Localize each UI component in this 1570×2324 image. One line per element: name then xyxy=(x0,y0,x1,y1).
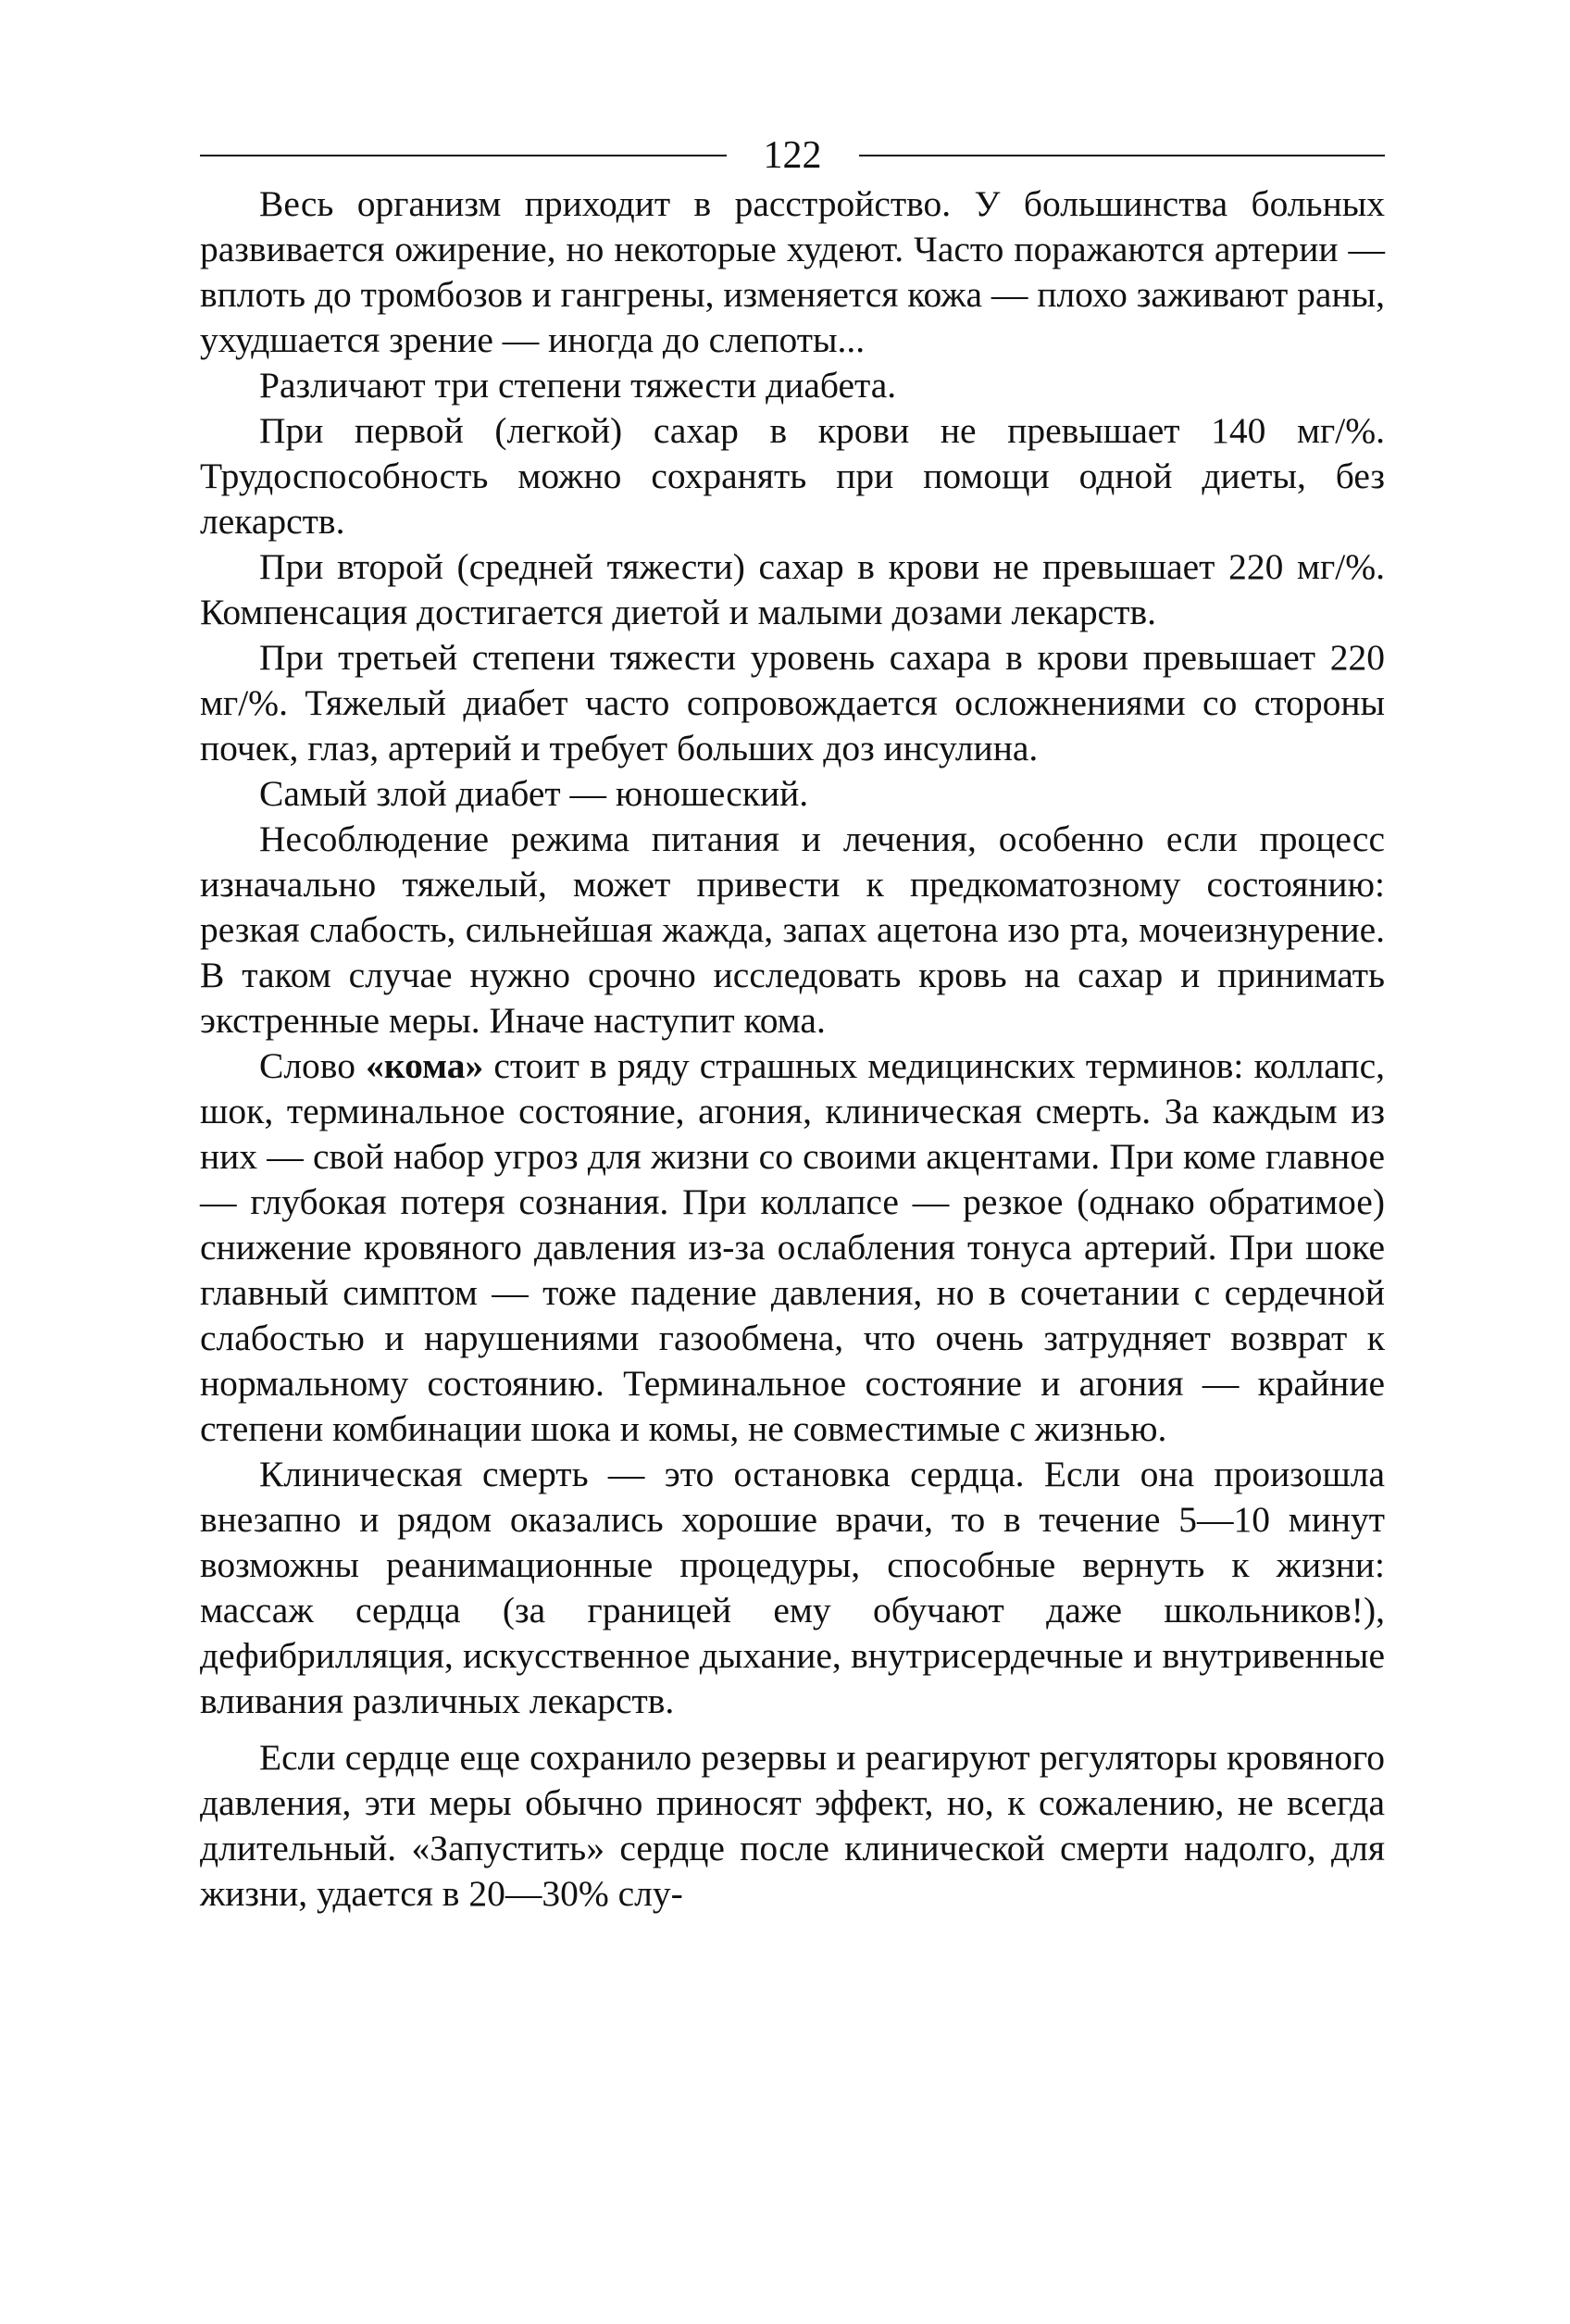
header-rule-right xyxy=(859,155,1386,156)
paragraph: Несоблюдение режима питания и лечения, особенно если процесс изначально тяжелый, может привести к предкоматозному состоянию: резкая слабость, сильнейшая жажда, запах ацетона изо рта, мочеизнурение. В таком случае нужно срочно исследовать кровь на сахар и принимать экстренные меры. Иначе наступит кома. xyxy=(200,818,1385,1041)
paragraph: Самый злой диабет — юношеский. xyxy=(259,773,809,814)
paragraph: Клиническая смерть — это остановка сердца. Если она произошла внезапно и рядом оказались хорошие врачи, то в течение 5—10 минут возможны реанимационные процедуры, способные вернуть к жизни: массаж сердца (за границей ему обучают даже школьников!), дефибрилляция, искусственное дыхание, внутрисердечные и внутривенные вливания различных лекарств. xyxy=(200,1454,1385,1721)
paragraph: При второй (средней тяжести) сахар в крови не превышает 220 мг/%. Компенсация достигается диетой и малыми дозами лекарств. xyxy=(200,546,1385,632)
paragraph-text: Слово xyxy=(259,1045,367,1086)
header-rule-left xyxy=(200,155,727,156)
paragraph-coma xyxy=(200,1043,1385,1452)
paragraph: При первой (легкой) сахар в крови не превышает 140 мг/%. Трудоспособность можно сохранять при помощи одной диеты, без лекарств. xyxy=(200,410,1385,542)
paragraph: Весь организм приходит в расстройство. У большинства больных развивается ожирение, но некоторые худеют. Часто поражаются артерии — вплоть до тромбозов и гангрены, изменяется кожа — плохо заживают раны, ухудшается зрение — иногда до слепоты... xyxy=(200,183,1385,360)
paragraph: Различают три степени тяжести диабета. xyxy=(259,365,897,406)
paragraph-text: стоит в ряду страшных медицинских терминов: коллапс, шок, терминальное состояние, агония, клиническая смерть. За каждым из них — свой набор угроз для жизни со своими акцентами. При коме главное — глубокая потеря сознания. При коллапсе — резкое (однако обратимое) снижение кровяного давления из-за ослабления тонуса артерий. При шоке главный симптом — тоже падение давления, но в сочетании с сердечной слабостью и нарушениями газообмена, что очень затрудняет возврат к нормальному состоянию. Терминальное состояние и агония — крайние степени комбинации шока и комы, не совместимые с жизнью. xyxy=(200,1045,1385,1449)
paragraph: При третьей степени тяжести уровень сахара в крови превышает 220 мг/%. Тяжелый диабет часто сопровождается осложнениями со стороны почек, глаз, артерий и требует больших доз инсулина. xyxy=(200,637,1385,768)
bold-term: «кома» xyxy=(366,1045,484,1086)
paragraph: Если сердце еще сохранило резервы и реагируют регуляторы кровяного давления, эти меры обычно приносят эффект, но, к сожалению, не всегда длительный. «Запустить» сердце после клинической смерти надолго, для жизни, удается в 20—30% слу- xyxy=(200,1737,1385,1914)
body-text xyxy=(200,181,1385,1917)
page-header xyxy=(200,128,1385,183)
page-number: 122 xyxy=(763,134,822,177)
